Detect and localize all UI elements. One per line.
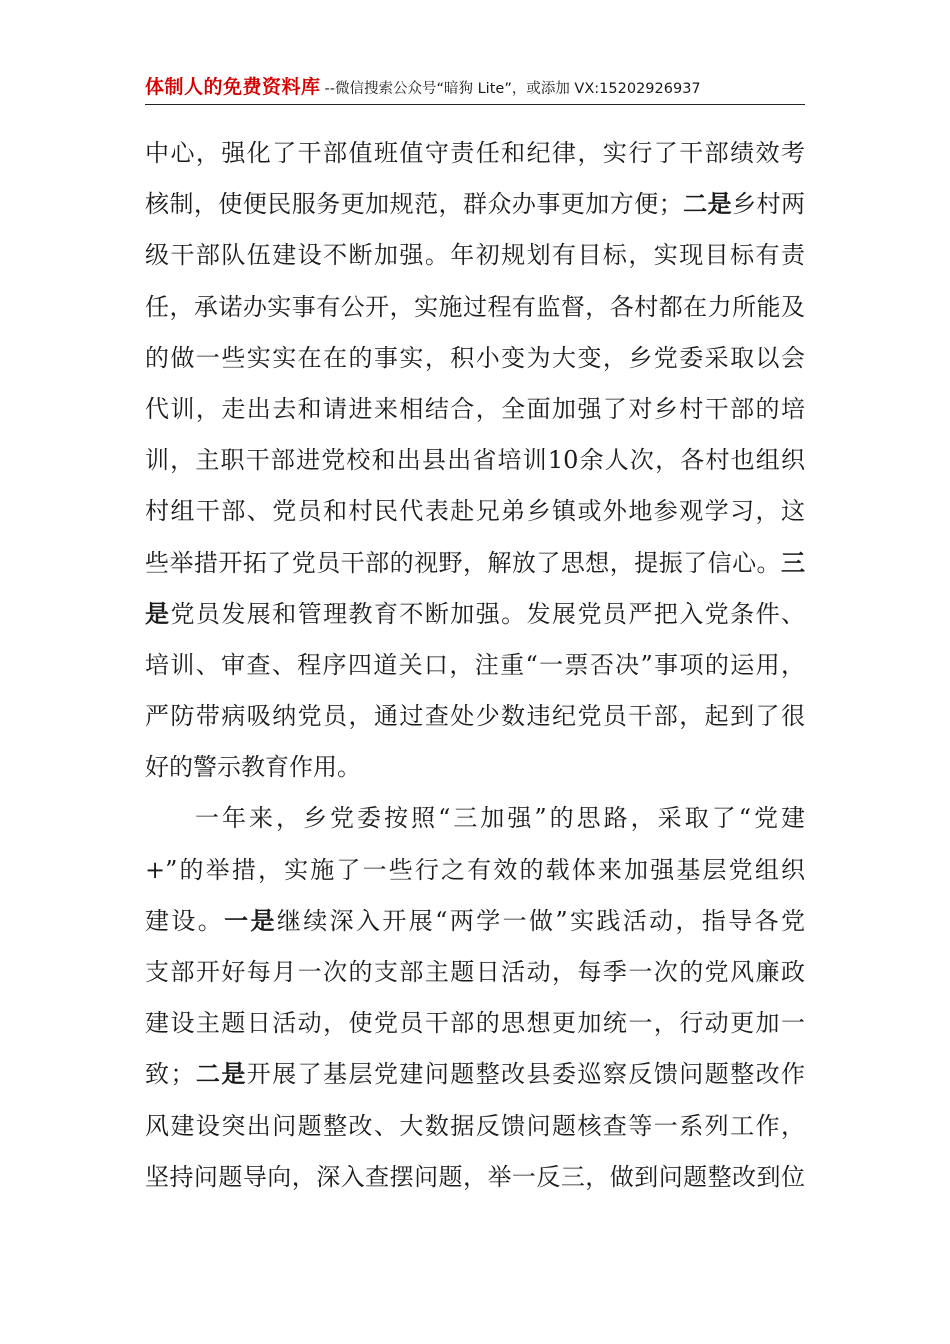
text-line: 核制，使便民服务更加规范，群众办事更加方便；二是乡村两 (145, 190, 806, 219)
text-line: 严防带病吸纳党员，通过查处少数违纪党员干部，起到了很 (145, 702, 805, 731)
text-line: 训，主职干部进党校和出县出省培训10余人次，各村也组织 (145, 446, 805, 475)
text-line: 一年来，乡党委按照“三加强”的思路，采取了“党建 (195, 804, 805, 833)
header-brand: 体制人的免费资料库 (145, 76, 321, 98)
text-line: 是党员发展和管理教育不断加强。发展党员严把入党条件、 (145, 599, 806, 628)
text-line: 建设主题日活动，使党员干部的思想更加统一，行动更加一 (145, 1009, 805, 1038)
text-line: 好的警示教育作用。 (145, 753, 361, 782)
text-line: +”的举措，实施了一些行之有效的载体来加强基层党组织 (145, 855, 805, 884)
text-line: 风建设突出问题整改、大数据反馈问题核查等一系列工作， (145, 1111, 805, 1140)
text-line: 些举措开拓了党员干部的视野，解放了思想，提振了信心。三 (145, 548, 805, 577)
text-line: 中心，强化了干部值班值守责任和纪律，实行了干部绩效考 (145, 139, 805, 167)
text-line: 的做一些实实在在的事实，积小变为大变，乡党委采取以会 (145, 343, 805, 372)
text-line: 坚持问题导向，深入查摆问题，举一反三，做到问题整改到位 (145, 1162, 805, 1191)
text-line: 支部开好每月一次的支部主题日活动，每季一次的党风廉政 (145, 958, 805, 986)
text-line: 建设。一是继续深入开展“两学一做”实践活动，指导各党 (145, 906, 806, 935)
page-header (145, 72, 805, 104)
document-body (145, 128, 805, 1203)
header-note: --微信搜索公众号“暗狗 Lite”，或添加 VX:15202926937 (324, 81, 701, 97)
text-line: 级干部队伍建设不断加强。年初规划有目标，实现目标有责 (145, 241, 805, 270)
emphasis-text: 二是 (194, 1060, 247, 1089)
emphasis-text: 一是 (224, 906, 277, 935)
text-line: 村组干部、党员和村民代表赴兄弟乡镇或外地参观学习，这 (145, 497, 805, 526)
emphasis-text: 三 (781, 548, 805, 577)
header-divider (145, 104, 805, 105)
text-line: 致；二是开展了基层党建问题整改县委巡察反馈问题整改作 (145, 1060, 806, 1089)
text-line: 培训、审查、程序四道关口，注重“一票否决”事项的运用， (145, 650, 805, 679)
emphasis-text: 二是 (682, 190, 733, 219)
emphasis-text: 是 (145, 599, 171, 628)
text-line: 代训，走出去和请进来相结合，全面加强了对乡村干部的培 (145, 394, 805, 423)
text-line: 任，承诺办实事有公开，实施过程有监督，各村都在力所能及 (145, 292, 805, 321)
